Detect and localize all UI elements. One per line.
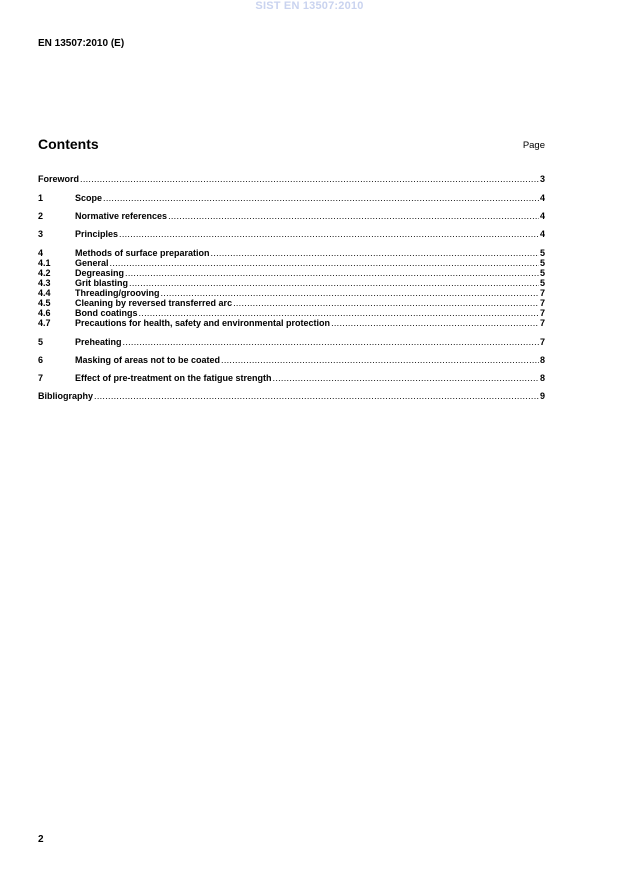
toc-entry-title: Masking of areas not to be coated [75,355,221,365]
toc-entry-2[interactable] [38,211,545,222]
toc-entry-page: 7 [539,288,545,298]
toc-entry-number: 4.2 [38,268,51,278]
toc-entry-title: Precautions for health, safety and environmental protection [75,318,331,328]
toc-entry-number: 4.5 [38,298,51,308]
contents-title: Contents [38,136,99,152]
toc-entry-number: 7 [38,373,44,383]
toc-entry-number: 1 [38,193,44,203]
toc-entry-page: 9 [539,391,545,401]
toc-entry-title: Bond coatings [75,308,138,318]
toc-entry-page: 8 [539,373,545,383]
toc-entry-title: Degreasing [75,268,125,278]
toc-entry-4-7[interactable] [38,318,545,329]
toc-entry-title: Cleaning by reversed transferred arc [75,298,233,308]
toc-entry-1[interactable] [38,193,545,204]
toc-entry-title: Methods of surface preparation [75,248,210,258]
dot-leader [331,318,539,329]
toc-entry-page: 5 [539,258,545,268]
toc-entry-number: 4.1 [38,258,51,268]
toc-entry-page: 4 [539,229,545,239]
toc-entry-page: 4 [539,193,545,203]
toc-entry-number: 4.6 [38,308,51,318]
toc-entry-title: Preheating [75,337,122,347]
toc-entry-6[interactable] [38,355,545,366]
page-number: 2 [38,834,44,845]
toc-entry-page: 7 [539,298,545,308]
dot-leader [94,391,539,402]
toc-entry-page: 5 [539,268,545,278]
toc-entry-bibliography[interactable] [38,391,545,402]
toc-entry-title: Bibliography [38,391,94,401]
dot-leader [119,229,539,240]
dot-leader [80,174,539,185]
dot-leader [273,373,539,384]
toc-entry-number: 2 [38,211,44,221]
toc-entry-number: 5 [38,337,44,347]
toc-entry-page: 4 [539,211,545,221]
toc-entry-7[interactable] [38,373,545,384]
dot-leader [103,193,539,204]
toc-entry-title: Effect of pre-treatment on the fatigue strength [75,373,272,383]
toc-entry-number: 4.7 [38,318,51,328]
toc-entry-page: 8 [539,355,545,365]
toc-entry-title: Threading/grooving [75,288,160,298]
toc-entry-title: Foreword [38,174,80,184]
toc-entry-foreword[interactable] [38,174,545,185]
toc-entry-title: Grit blasting [75,278,129,288]
toc-entry-number: 3 [38,229,44,239]
toc-entry-page: 7 [539,337,545,347]
toc-entry-page: 3 [539,174,545,184]
toc-entry-number: 4.3 [38,278,51,288]
toc-entry-number: 4 [38,248,44,258]
dot-leader [123,337,539,348]
toc-entry-3[interactable] [38,229,545,240]
toc-entry-5[interactable] [38,337,545,348]
page-column-label: Page [522,140,545,151]
toc-entry-page: 7 [539,318,545,328]
toc-entry-page: 7 [539,308,545,318]
toc-entry-title: Scope [75,193,103,203]
document-id: EN 13507:2010 (E) [38,38,125,49]
toc-entry-title: Principles [75,229,119,239]
toc-entry-title: General [75,258,109,268]
dot-leader [221,355,539,366]
dot-leader [168,211,539,222]
toc-entry-page: 5 [539,248,545,258]
toc-entry-title: Normative references [75,211,168,221]
toc-entry-number: 6 [38,355,44,365]
toc-entry-page: 5 [539,278,545,288]
toc-entry-number: 4.4 [38,288,51,298]
watermark: SIST EN 13507:2010 [255,0,364,12]
